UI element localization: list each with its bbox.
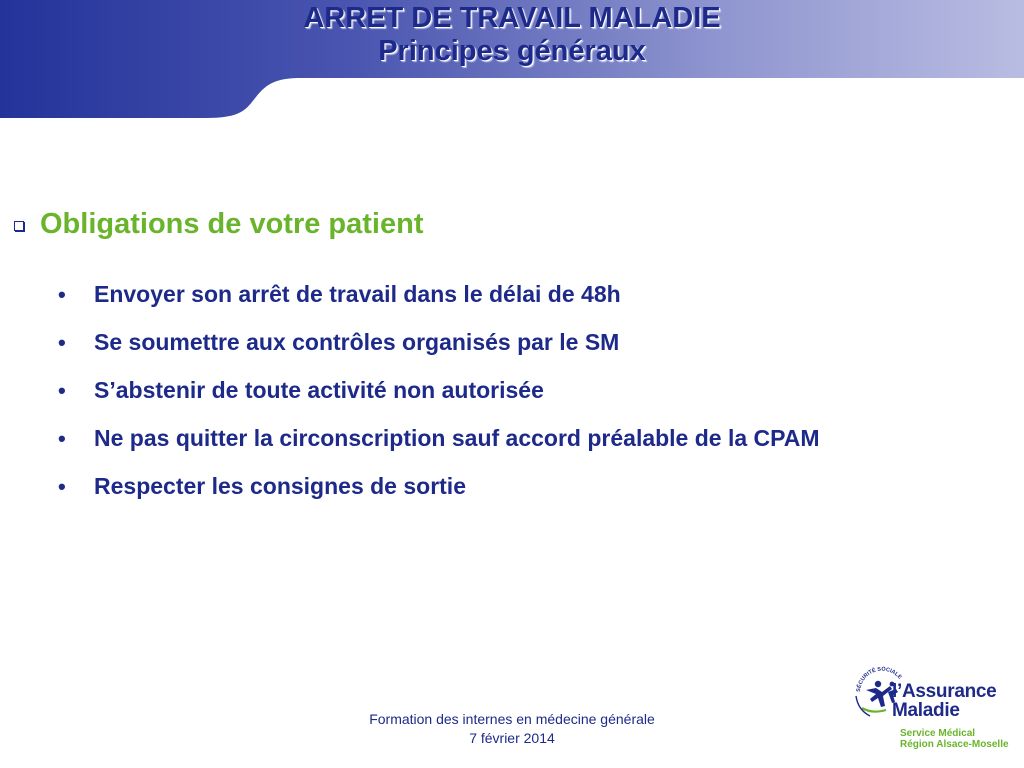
logo-brand-line2: Maladie: [892, 700, 960, 721]
obligations-list: [58, 274, 820, 514]
bullet-dot-icon: •: [58, 330, 66, 355]
logo-arc-text: SÉCURITÉ SOCIALE: [855, 666, 903, 693]
list-item: [58, 274, 820, 322]
slide-title: [0, 0, 1024, 68]
list-item-text: Envoyer son arrêt de travail dans le délai de 48h: [94, 281, 621, 307]
logo-brand-line1: l’Assurance: [892, 681, 997, 702]
assurance-maladie-logo: [852, 662, 1012, 758]
list-item: [58, 466, 820, 514]
list-item-text: Se soumettre aux contrôles organisés par le SM: [94, 329, 620, 355]
list-item-text: Ne pas quitter la circonscription sauf accord préalable de la CPAM: [94, 425, 820, 451]
footer-line2: 7 février 2014: [469, 730, 555, 746]
footer: [312, 710, 712, 748]
list-item: [58, 322, 820, 370]
slide-title-line2: Principes généraux: [378, 35, 646, 67]
section-heading: [14, 204, 424, 244]
list-item: [58, 370, 820, 418]
slide-title-line1: ARRET DE TRAVAIL MALADIE: [303, 2, 721, 34]
logo-subtitle: [900, 728, 1009, 750]
logo-sub-line1: Service Médical: [900, 728, 976, 739]
list-item-text: S’abstenir de toute activité non autorisée: [94, 377, 544, 403]
square-bullet-icon: [14, 221, 24, 231]
bullet-dot-icon: •: [58, 426, 66, 451]
logo-brand: [892, 682, 996, 720]
bullet-dot-icon: •: [58, 378, 66, 403]
bullet-dot-icon: •: [58, 474, 66, 499]
logo-sub-line2: Région Alsace-Moselle: [900, 739, 1009, 750]
list-item-text: Respecter les consignes de sortie: [94, 473, 466, 499]
list-item: [58, 418, 820, 466]
bullet-dot-icon: •: [58, 282, 66, 307]
footer-line1: Formation des internes en médecine générale: [369, 711, 655, 727]
section-heading-text: Obligations de votre patient: [40, 208, 424, 240]
